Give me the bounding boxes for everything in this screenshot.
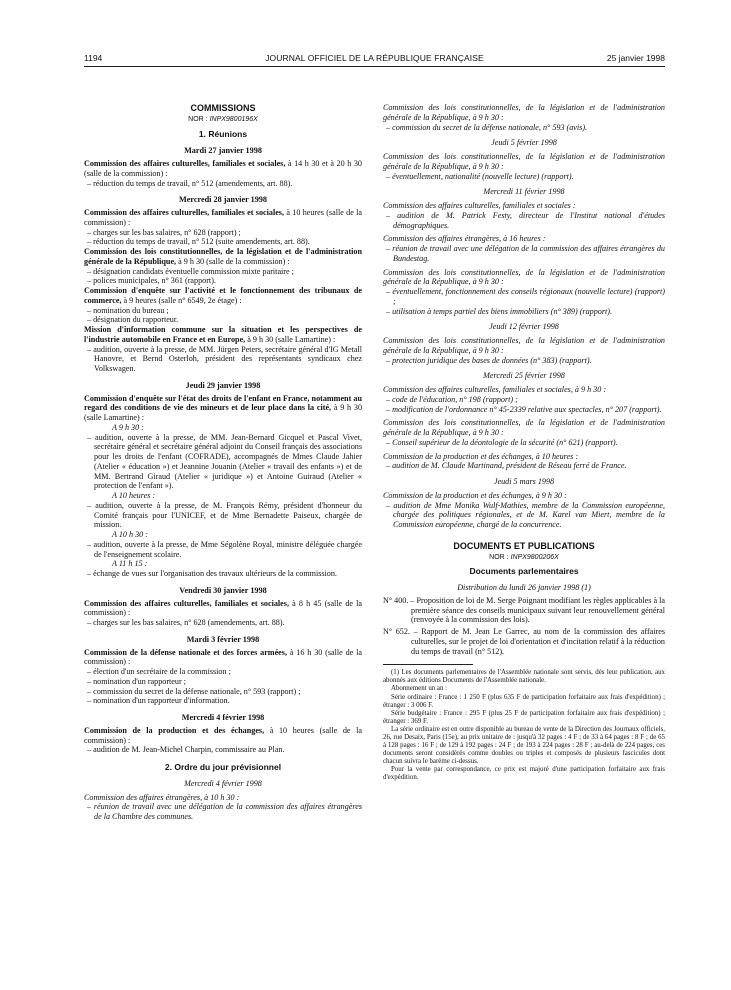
commission-name: Commission d'enquête sur l'état des droits de l'enfant en France, notamment au regard des conditions de vie des mineurs et de leur place dans la cité,: [84, 393, 362, 413]
meeting-time-place: à 9 h 30 (salle de la commission) :: [176, 256, 290, 266]
agenda-block: [383, 385, 665, 414]
agenda-item: – désignation candidats éventuelle commission mixte paritaire ;: [87, 266, 294, 276]
time-slot: A 10 heures :: [112, 491, 156, 500]
commission-name: Commission d'enquête sur l'activité et le fonctionnement des tribunaux de commerce,: [84, 286, 362, 305]
agenda-block: [383, 152, 665, 181]
time-slot: A 10 h 30 :: [112, 530, 148, 539]
agenda-item: – réduction du temps de travail, n° 512 (amendements, art. 88).: [87, 178, 293, 188]
footnote-paragraph: Pour la vente par correspondance, ce prix est majoré d'une participation forfaitaire aux frais d'expédition.: [383, 766, 665, 782]
meeting-date: Mardi 3 février 1998: [186, 634, 260, 644]
agenda-item: – réunion de travail avec une délégation de la commission des affaires étrangères du Bundestag.: [386, 244, 665, 263]
commission-heading: Commission des affaires culturelles, familiales et sociales :: [383, 201, 576, 210]
agenda-item: – audition de M. Patrick Festy, directeur de l'Institut national d'études démographiques.: [386, 210, 665, 230]
section-ordre-title: 2. Ordre du jour prévisionnel: [164, 762, 282, 772]
agenda-item: – réduction du temps de travail, n° 512 (suite amendements, art. 88).: [87, 237, 310, 247]
agenda-item: – nomination du bureau ;: [87, 305, 169, 315]
agenda-item: – nomination d'un rapporteur ;: [87, 676, 186, 686]
agenda-item: – commission du secret de la défense nationale, n° 593 (avis).: [386, 122, 588, 132]
agenda-block: [383, 103, 665, 132]
meeting-date: Vendredi 30 janvier 1998: [179, 585, 267, 595]
commission-heading: Commission des lois constitutionnelles, de la législation et de l'administration générale de la République, à 9 h 30 :: [383, 267, 665, 287]
agenda-item: – code de l'éducation, n° 198 (rapport) ;: [386, 394, 518, 404]
meeting-heading: [84, 599, 362, 619]
agenda-item: – nomination d'un rapporteur d'information.: [87, 696, 230, 706]
journal-title: JOURNAL OFFICIEL DE LA RÉPUBLIQUE FRANÇAISE: [265, 53, 484, 63]
meeting-date: Jeudi 29 janvier 1998: [185, 380, 261, 390]
distribution-date: Distribution du lundi 26 janvier 1998 (1): [457, 583, 591, 592]
agenda-block: [383, 336, 665, 365]
commission-heading: Commission des lois constitutionnelles, de la législation et de l'administration générale de la République, à 9 h 30 :: [383, 336, 665, 355]
commission-name: Commission des affaires culturelles, familiales et sociales,: [84, 208, 285, 217]
agenda-item: – échange de vues sur l'organisation des travaux ultérieurs de la commission.: [87, 569, 337, 578]
commission-heading: Commission des affaires étrangères, à 16 heures :: [383, 234, 546, 244]
page-header: [84, 52, 665, 67]
meeting-date: Mercredi 4 février 1998: [181, 713, 265, 722]
document-entry: N° 652. – Rapport de M. Jean Le Garrec, au nom de la commission des affaires culturelles, sur le projet de loi d'orientation et d'incitation relatif à la réduction du temps de travail (n° 512).: [383, 627, 665, 656]
time-slot: A 11 h 15 :: [112, 559, 148, 569]
jeudi-29-block: [84, 381, 362, 579]
footnote-paragraph: Série ordinaire : France : 1 250 F (plus 635 F de participation forfaitaire aux frais d'expédition) ; étranger : 3 006 F.: [383, 693, 665, 709]
footnote-rule: [383, 664, 473, 665]
meeting-heading: [84, 325, 362, 345]
agenda-item: – audition, ouverte à la presse, de M. François Rémy, président d'honneur du Comité français pour l'UNICEF, et de Mme Bernadette Paiseux, chargée de mission.: [87, 500, 362, 530]
agenda-block: [383, 418, 665, 447]
meeting-time-place: à 10 heures (salle de la commission) :: [84, 725, 362, 745]
meeting-heading: [84, 286, 362, 306]
documents-title: DOCUMENTS ET PUBLICATIONS: [453, 540, 595, 551]
commission-heading: Commission des affaires culturelles, familiales et sociales, à 9 h 30 :: [383, 385, 607, 394]
meeting-time-place: à 9 h 30 (salle Lamartine) :: [84, 403, 363, 422]
documents-nor: NOR : INPX9800206X: [489, 553, 559, 561]
meeting-time-place: à 8 h 45 (salle de la commission) :: [84, 598, 362, 618]
agenda-block: [84, 793, 362, 822]
commission-name: Commission des affaires culturelles, familiales et sociales,: [84, 598, 289, 608]
agenda-item: – audition, ouverte à la presse, de Mme Ségolène Royal, ministre déléguée chargée de l'enseignement scolaire.: [87, 539, 362, 559]
agenda-item: – élection d'un secrétaire de la commission ;: [87, 667, 231, 676]
meeting-time-place: à 9 h 30 (salle Lamartine) :: [245, 334, 336, 344]
meeting-time-place: à 16 h 30 (salle de la commission) :: [84, 647, 363, 667]
footnote-paragraph: Abonnement un an :: [391, 685, 448, 693]
agenda-date: Jeudi 5 février 1998: [491, 138, 557, 148]
ordre-list-left: [84, 779, 362, 822]
meeting-date: Mercredi 28 janvier 1998: [179, 195, 267, 205]
agenda-item: – audition, ouverte à la presse, de MM. Jürgen Peters, secrétaire général d'IG Metall Hanovre, et Bernd Osterloh, président des représentants syndicaux chez Volkswagen.: [87, 344, 362, 373]
commission-name: Commission de la production et des échanges,: [84, 725, 265, 735]
meeting-heading: [84, 726, 362, 746]
section-reunions-title: 1. Réunions: [198, 128, 248, 139]
commission-heading: Commission des lois constitutionnelles, de la législation et de l'administration générale de la République, à 9 h 30 :: [383, 418, 665, 437]
footnotes: [383, 669, 665, 782]
commission-heading: Commission de la production et des échanges, à 10 heures :: [383, 451, 579, 461]
reunions-list: [84, 146, 362, 374]
agenda-date: Mercredi 25 février 1998: [483, 371, 565, 381]
agenda-item: – éventuellement, fonctionnement des conseils régionaux (nouvelle lecture) (rapport) ;: [386, 287, 665, 306]
agenda-item: – audition, ouverte à la presse, de MM. Jean-Bernard Gicquel et Pascal Vivet, secrétaire général et secrétaire général adjoint du Conseil français des associations pour les droits de l'enfant (COFRADE), accompagnés de Mmes Claude Jahier (Atelier « éducation ») et Jeannine Jouanin (Atelier « travail des enfants ») et de MM. Bertrand Giraud (Atelier « juridique ») et Antoine Guiraud (Atelier « protection de l'enfant »).: [87, 432, 362, 491]
agenda-block: [383, 234, 665, 263]
agenda-item: – Conseil supérieur de la déontologie de la sécurité (n° 621) (rapport).: [386, 437, 618, 447]
meeting-heading: [84, 247, 362, 267]
right-column: [383, 103, 665, 783]
meeting-heading: [84, 159, 362, 179]
commissions-title: COMMISSIONS: [190, 103, 256, 113]
agenda-date: Jeudi 12 février 1998: [489, 322, 559, 332]
commission-name: Mission d'information commune sur la situation et les perspectives de l'industrie automobile en France et en Europe,: [84, 325, 362, 344]
footnote-paragraph: La série ordinaire est en outre disponible au bureau de vente de la Direction des Journaux officiels, 26, rue Desaix, Paris (15e), au prix unitaire de : jusqu'à 32 pages : 4 F ; de 33 à 64 pages : 8 F ; de 65 à 128 pages : 16 F ; de 129 à 192 pages : 24 F ; de 193 à 224 pages : 28 F ; au-delà de 224 pages, ces documents seront considérés comme doubles ou triples et composés de plusieurs fascicules dont chacun suivra le barème ci-dessus.: [383, 725, 665, 766]
agenda-item: – éventuellement, nationalité (nouvelle lecture) (rapport).: [386, 171, 574, 181]
footnote-paragraph: (1) Les documents parlementaires de l'Assemblée nationale sont servis, dès leur publication, aux abonnés aux éditions Documents de l'Assemblée nationale.: [383, 669, 665, 685]
agenda-date: Mercredi 4 février 1998: [184, 778, 262, 788]
page-number: 1194: [84, 53, 103, 63]
meeting-time-place: à 14 h 30 et à 20 h 30 (salle de la commission) :: [84, 159, 362, 178]
meeting-date: Mardi 27 janvier 1998: [184, 146, 262, 156]
agenda-item: – commission du secret de la défense nationale, n° 593 (rapport) ;: [87, 686, 301, 696]
agenda-block: [383, 201, 665, 230]
agenda-item: – audition de Mme Monika Wulf-Mathies, membre de la Commission européenne, chargée des politiques régionales, et de M. Karel van Miert, membre de la Commission européenne, chargé de la concurrence.: [386, 500, 665, 529]
document-entries: [383, 596, 665, 657]
agenda-item: – modification de l'ordonnance n° 45-2339 relative aux spectacles, n° 207 (rapport).: [386, 404, 662, 414]
agenda-item: – audition de M. Claude Martinand, président de Réseau ferré de France.: [386, 461, 627, 471]
left-column: [84, 98, 362, 822]
meeting-heading: [84, 394, 362, 423]
agenda-block: [383, 452, 665, 472]
commission-heading: Commission des lois constitutionnelles, de la législation et de l'administration générale de la République, à 9 h 30 :: [383, 103, 665, 122]
document-entry: N° 400. – Proposition de loi de M. Serge Poignant modifiant les règles applicables à la première séance des conseils municipaux suivant leur renouvellement général (renvoyée à la commission des lois).: [383, 595, 665, 625]
agenda-item: – polices municipales, n° 361 (rapport).: [87, 276, 216, 286]
agenda-item: – désignation du rapporteur.: [87, 315, 179, 325]
commission-name: Commission des lois constitutionnelles, de la législation et de l'administration générale de la République,: [84, 247, 362, 266]
reunions-list-2: [84, 586, 362, 755]
agenda-item: – charges sur les bas salaires, n° 628 (rapport) ;: [87, 227, 241, 237]
agenda-item: – utilisation à temps partiel des biens immobiliers (n° 389) (rapport).: [386, 306, 613, 316]
agenda-block: [383, 268, 665, 317]
commission-heading: Commission des affaires étrangères, à 10 h 30 :: [84, 792, 240, 802]
footnote-paragraph: Série budgétaire : France : 295 F (plus 25 F de participation forfaitaire aux frais d'expédition) ; étranger : 369 F.: [383, 709, 665, 725]
time-slot: A 9 h 30 :: [112, 422, 144, 432]
agenda-item: – réunion de travail avec une délégation de la commission des affaires étrangères de la Chambre des communes.: [87, 802, 362, 821]
agenda-date: Jeudi 5 mars 1998: [493, 477, 555, 486]
commission-name: Commission des affaires culturelles, familiales et sociales,: [84, 159, 286, 168]
issue-date: 25 janvier 1998: [606, 53, 665, 63]
commissions-nor: NOR : INPX9800196X: [188, 115, 258, 123]
commission-heading: Commission des lois constitutionnelles, de la législation et de l'administration générale de la République, à 9 h 30 :: [383, 152, 665, 171]
meeting-heading: [84, 648, 362, 668]
agenda-date: Mercredi 11 février 1998: [483, 187, 565, 197]
agenda-block: [383, 491, 665, 530]
agenda-item: – charges sur les bas salaires, n° 628 (amendements, art. 88).: [87, 618, 285, 627]
meeting-time-place: à 9 heures (salle n° 6549, 2e étage) :: [121, 295, 242, 305]
agenda-item: – audition de M. Jean-Michel Charpin, commissaire au Plan.: [87, 745, 285, 755]
documents-subtitle: Documents parlementaires: [469, 566, 579, 577]
commission-name: Commission de la défense nationale et des forces armées,: [84, 647, 287, 657]
meeting-heading: [84, 208, 362, 228]
meeting-time-place: à 10 heures (salle de la commission) :: [84, 208, 362, 227]
commission-heading: Commission de la production et des échanges, à 9 h 30 :: [383, 490, 567, 500]
ordre-list-right: [383, 103, 665, 530]
agenda-item: – protection juridique des bases de données (n° 383) (rapport).: [386, 355, 592, 365]
